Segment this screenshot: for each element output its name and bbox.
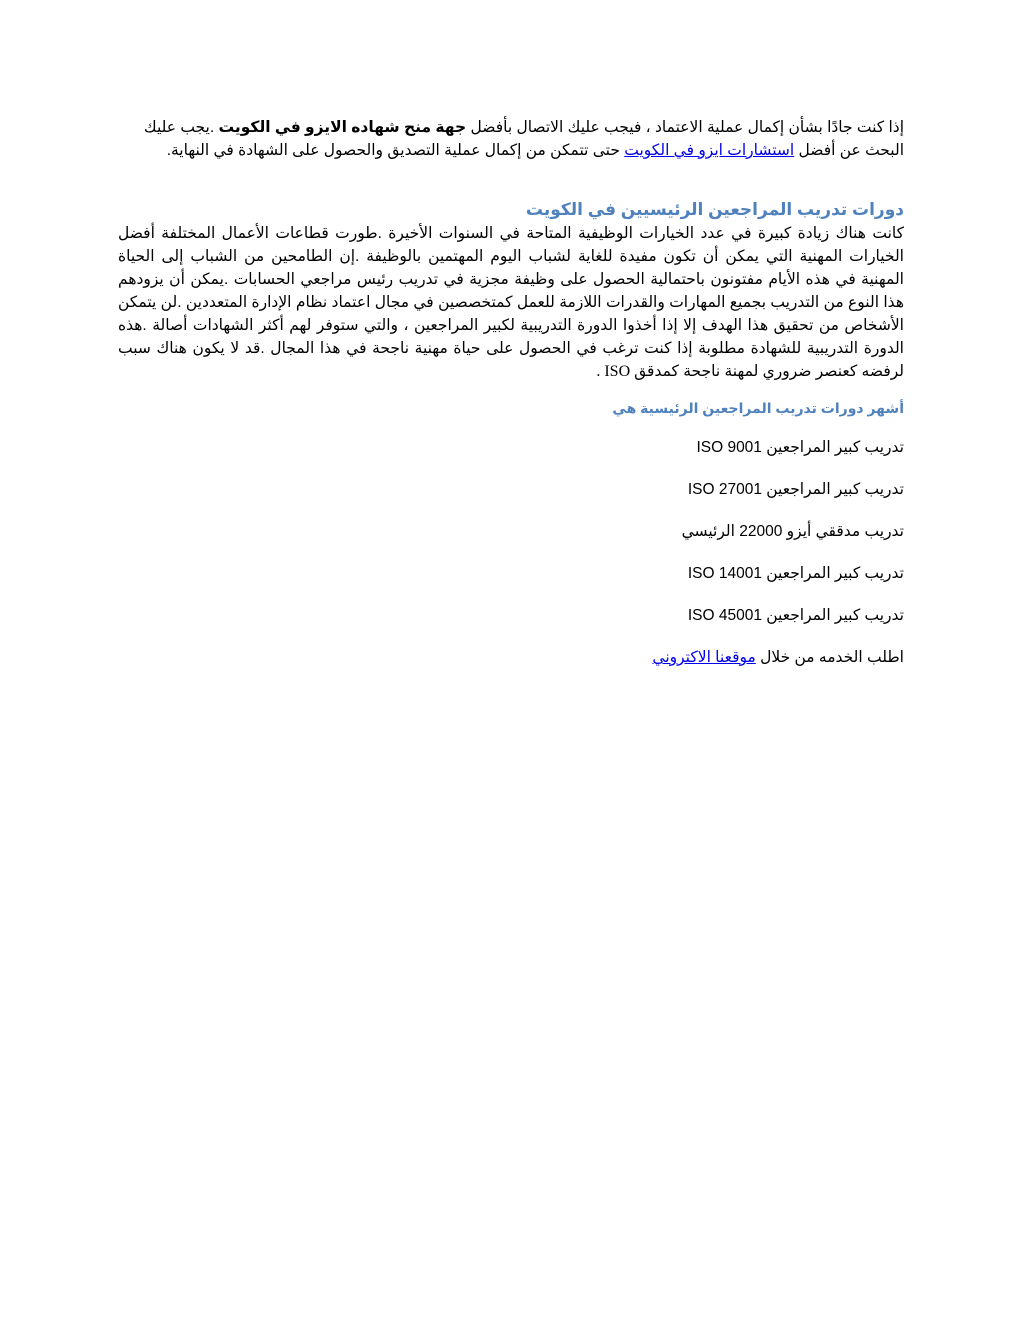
section-body-paragraph [118,222,904,383]
intro-text-start: إذا كنت جادًا بشأن إكمال عملية الاعتماد ، فيجب عليك الاتصال بأفضل [466,119,904,136]
section-heading: دورات تدريب المراجعين الرئيسيين في الكويت [525,200,904,219]
section-body-tail: ISO . [596,363,635,380]
intro-bold-phrase: جهة منح شهاده الايزو في الكويت [218,119,467,136]
cta-text: اطلب الخدمه من خلال [755,649,904,666]
intro-text-end: حتى تتمكن من إكمال عملية التصديق والحصول على الشهادة في النهاية. [166,142,625,159]
course-item-iso-9001: تدريب كبير المراجعين ISO 9001 [696,439,904,456]
document-page [118,116,904,669]
intro-paragraph [118,116,904,162]
course-item-iso-22000: تدريب مدققي أيزو 22000 الرئيسي [681,523,904,540]
call-to-action [118,647,904,669]
website-link[interactable]: موقعنا الاكتروني [652,649,756,666]
intro-text-middle: .يجب عليك البحث عن أفضل [143,119,904,159]
courses-heading: أشهر دورات تدريب المراجعين الرئيسية هي [612,400,904,416]
course-item-iso-14001: تدريب كبير المراجعين ISO 14001 [687,565,904,582]
course-item-iso-45001: تدريب كبير المراجعين ISO 45001 [687,607,904,624]
section-body-text: كانت هناك زيادة كبيرة في عدد الخيارات الوظيفية المتاحة في السنوات الأخيرة .طورت قطاعات الأعمال المختلفة أفضل الخيارات المهنية التي يمكن أن تكون مفيدة للغاية لشباب اليوم المهتمين بالوظيفة .إن الطامحين من الشباب إلى الحياة المهنية في هذه الأيام مفتونون باحتمالية الحصول على وظيفة مجزية في تدريب رئيس مراجعي الحسابات .يمكن أن يزودهم هذا النوع من التدريب بجميع المهارات والقدرات اللازمة للعمل كمتخصصين في مجال اعتماد نظام الإدارة المتعددين .لن يتمكن الأشخاص من تحقيق هذا الهدف إلا إذا أخذوا الدورة التدريبية لكبير المراجعين ، والتي ستوفر لهم أكثر الشهادات أصالة .هذه الدورة التدريبية للشهادة مطلوبة إذا كنت ترغب في الحصول على حياة مهنية ناجحة في هذا المجال .قد لا يكون هناك سبب لرفضه كعنصر ضروري لمهنة ناجحة كمدقق [118,225,904,380]
iso-consulting-link[interactable]: استشارات ايزو في الكويت [624,142,795,159]
course-list [118,437,904,627]
course-item-iso-27001: تدريب كبير المراجعين ISO 27001 [687,481,904,498]
